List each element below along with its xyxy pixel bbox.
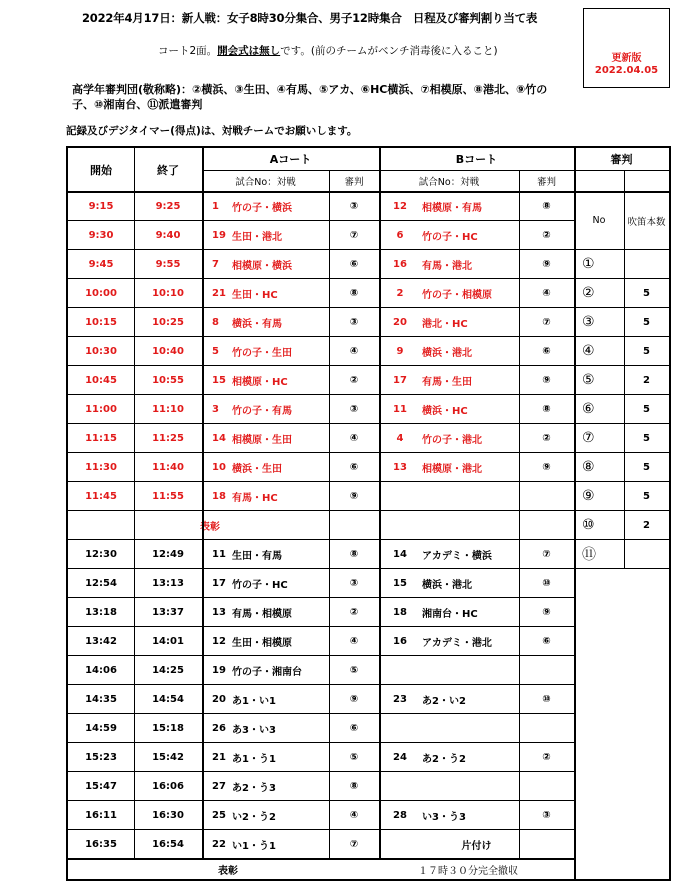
referee-number: ⑩ — [582, 517, 595, 533]
court-b-match-no: 23 — [393, 693, 407, 705]
court-b-matchup: 横浜・HC — [422, 405, 468, 417]
court-b-match-no — [382, 511, 418, 539]
schedule-table — [66, 146, 671, 881]
court-b-match-no: 16 — [393, 635, 407, 647]
court-a-matchup: あ3・い3 — [232, 724, 276, 736]
court-b-matchup: 横浜・港北 — [422, 579, 472, 591]
court-a-referee: ⑥ — [349, 258, 359, 270]
end-time: 9:25 — [155, 200, 181, 212]
court-a-matchup: 相模原・HC — [232, 376, 288, 388]
court-a-match-no: 5 — [212, 345, 219, 357]
court-b-referee — [519, 511, 574, 539]
header-row — [68, 148, 669, 177]
court-b-matchup: あ2・い2 — [422, 695, 466, 707]
court-b-match-header: 試合No：対戦 — [418, 176, 480, 188]
court-a-matchup: 竹の子・有馬 — [232, 405, 292, 417]
start-time: 16:35 — [85, 838, 117, 850]
start-time: 10:45 — [85, 374, 117, 386]
court-b-ref-header: 審判 — [536, 176, 556, 188]
court-a-matchup: あ2・う3 — [232, 782, 276, 794]
court-b-referee: ⑦ — [542, 316, 551, 328]
document-title: 2022年4月17日：新人戦：女子8時30分集合、男子12時集合 日程及び審判割り当て表 — [82, 11, 538, 25]
court-b-match-no: 2 — [396, 287, 404, 299]
whistle-count — [624, 250, 669, 278]
footer-divider — [68, 859, 574, 860]
end-time — [134, 511, 202, 539]
start-time: 9:15 — [88, 200, 114, 212]
court-b-match-no: 14 — [393, 548, 407, 560]
court-b-match-no — [382, 772, 418, 800]
court-a-referee — [329, 511, 379, 539]
end-time: 13:13 — [152, 577, 184, 589]
end-time: 14:01 — [152, 635, 184, 647]
court-a-match-no: 3 — [212, 403, 219, 415]
end-time: 11:40 — [152, 461, 184, 473]
court-a-match-no: 18 — [212, 490, 226, 502]
referee-blank-area — [574, 569, 669, 859]
court-a-matchup: 相模原・横浜 — [232, 260, 292, 272]
note-prefix: コート2面。 — [158, 45, 218, 57]
referee-number: ③ — [582, 314, 595, 330]
referee-number: ⑥ — [582, 401, 595, 417]
court-a-match-no: 13 — [212, 606, 226, 618]
court-a-referee: ⑤ — [349, 751, 359, 763]
court-b-match-no: 13 — [393, 461, 407, 473]
court-a-match-no: 20 — [212, 693, 226, 705]
referee-header-line — [574, 170, 669, 171]
start-time: 10:15 — [85, 316, 117, 328]
start-time: 10:00 — [85, 287, 117, 299]
court-b-match-no: 15 — [393, 577, 407, 589]
court-a-matchup: あ1・い1 — [232, 695, 276, 707]
court-b-referee: ⑩ — [542, 693, 551, 705]
court-b-matchup: 竹の子・相模原 — [422, 289, 492, 301]
referee-subheader — [574, 192, 669, 250]
court-b-matchup: い3・う3 — [422, 811, 466, 823]
court-a-match-no: 8 — [212, 316, 219, 328]
court-b-matchup: 横浜・港北 — [422, 347, 472, 359]
referee-number: ⑪ — [582, 547, 596, 563]
end-time: 14:54 — [152, 693, 184, 705]
divider — [134, 148, 135, 859]
court-b-referee: ⑥ — [542, 635, 551, 647]
court-a-referee: ③ — [349, 200, 359, 212]
court-b-referee — [519, 772, 574, 800]
court-a-referee: ⑧ — [349, 548, 359, 560]
court-a-matchup: 有馬・相模原 — [232, 608, 292, 620]
referee-count-row — [574, 308, 669, 337]
end-time: 11:55 — [152, 490, 184, 502]
court-a-matchup: 竹の子・生田 — [232, 347, 292, 359]
court-a-matchup: い2・う2 — [232, 811, 276, 823]
court-b-referee: ② — [542, 432, 551, 444]
end-time: 16:06 — [152, 780, 184, 792]
update-stamp — [583, 8, 670, 88]
court-a-match-no: 1 — [212, 200, 219, 212]
referee-team-list: 高学年審判団(敬称略)：②横浜、③生田、④有馬、⑤アカ、⑥HC横浜、⑦相模原、⑧港北、⑨竹の子、⑩湘南台、⑪派遣審判 — [72, 83, 548, 111]
referee-number: ② — [582, 285, 595, 301]
referee-number: ⑨ — [582, 488, 595, 504]
court-a-referee: ⑧ — [349, 780, 359, 792]
court-a-matchup: 生田・有馬 — [232, 550, 282, 562]
referee-count-row — [574, 511, 669, 540]
court-b-referee: ⑥ — [542, 345, 551, 357]
end-time: 9:55 — [155, 258, 181, 270]
court-b-referee: ⑨ — [542, 374, 551, 386]
court-a-referee: ② — [349, 374, 359, 386]
court-a-referee: ⑦ — [349, 229, 359, 241]
court-b-matchup: 港北・HC — [422, 318, 468, 330]
referee-count-row — [574, 366, 669, 395]
court-a-match-no: 25 — [212, 809, 226, 821]
court-b-matchup: 湘南台・HC — [422, 608, 478, 620]
start-time: 15:47 — [85, 780, 117, 792]
court-a-match-no: 21 — [212, 751, 226, 763]
court-b-match-no: 6 — [396, 229, 404, 241]
court-b-referee: ⑩ — [542, 577, 551, 589]
court-a-referee: ⑨ — [349, 490, 359, 502]
court-a-matchup: い1・う1 — [232, 840, 276, 852]
end-time: 16:54 — [152, 838, 184, 850]
whistle-count: 2 — [643, 374, 650, 386]
court-b-referee: ⑨ — [542, 461, 551, 473]
whistle-count-header: 吹笛本数 — [627, 216, 666, 228]
court-b-referee — [519, 482, 574, 510]
court-a-matchup: 相模原・生田 — [232, 434, 292, 446]
referee-number: ⑤ — [582, 372, 595, 388]
court-a-match-no: 22 — [212, 838, 226, 850]
court-a-ref-header: 審判 — [344, 176, 364, 188]
court-b-matchup — [422, 772, 519, 800]
court-b-referee: ④ — [542, 287, 551, 299]
court-a-match-header: 試合No：対戦 — [235, 176, 296, 188]
court-b-header: Bコート — [455, 153, 498, 166]
court-a-referee: ⑨ — [349, 693, 359, 705]
whistle-count — [624, 540, 669, 568]
referee-count-row — [574, 395, 669, 424]
start-time: 14:35 — [85, 693, 117, 705]
referee-number: ① — [582, 256, 595, 272]
court-a-referee: ② — [349, 606, 359, 618]
court-a-match-no: 12 — [212, 635, 226, 647]
start-time: 9:45 — [88, 258, 114, 270]
court-b-match-no: 24 — [393, 751, 407, 763]
divider — [202, 148, 204, 859]
start-time: 12:54 — [85, 577, 117, 589]
court-b-referee: ⑨ — [542, 258, 551, 270]
court-b-referee — [519, 714, 574, 742]
court-a-match-no: 26 — [212, 722, 226, 734]
court-b-matchup: 竹の子・港北 — [422, 434, 482, 446]
referee-no-header: No — [592, 215, 606, 226]
court-b-match-no: 16 — [393, 258, 407, 270]
court-b-referee — [519, 830, 574, 858]
court-b-referee: ⑧ — [542, 200, 551, 212]
court-a-referee: ⑧ — [349, 287, 359, 299]
footer-closing: １７時３０分完全撤収 — [418, 865, 518, 877]
court-b-matchup: アカデミ・港北 — [422, 637, 492, 649]
header-bottom-line — [68, 191, 669, 193]
court-b-matchup: アカデミ・横浜 — [422, 550, 492, 562]
court-b-match-no: 17 — [393, 374, 407, 386]
court-b-match-no: 28 — [393, 809, 407, 821]
court-a-header: Aコート — [269, 153, 312, 166]
court-a-referee: ⑦ — [349, 838, 359, 850]
referee-number: ④ — [582, 343, 595, 359]
court-note — [158, 43, 498, 58]
court-a-match-no: 7 — [212, 258, 219, 270]
court-b-match-no: 18 — [393, 606, 407, 618]
court-a-referee: ④ — [349, 635, 359, 647]
court-b-match-no — [382, 656, 418, 684]
start-time: 13:42 — [85, 635, 117, 647]
court-a-match-no: 19 — [212, 664, 226, 676]
note-emphasis: 開会式は無し — [217, 45, 281, 57]
whistle-count: 5 — [643, 316, 650, 328]
record-note: 記録及びデジタイマー(得点)は、対戦チームでお願いします。 — [66, 125, 358, 137]
divider — [379, 148, 381, 859]
divider — [574, 148, 576, 879]
whistle-count: 2 — [643, 519, 650, 531]
court-b-matchup: 相模原・有馬 — [422, 202, 482, 214]
court-b-referee: ③ — [542, 809, 551, 821]
footer-award: 表彰 — [218, 865, 238, 877]
col-end-header: 終了 — [157, 163, 179, 177]
court-b-match-no: 11 — [393, 403, 407, 415]
court-b-match-no: 20 — [393, 316, 407, 328]
start-time: 15:23 — [85, 751, 117, 763]
start-time: 10:30 — [85, 345, 117, 357]
col-start-header: 開始 — [90, 163, 112, 177]
whistle-count: 5 — [643, 461, 650, 473]
update-label: 更新版 — [611, 53, 642, 64]
court-a-match-no: 11 — [212, 548, 226, 560]
referee-count-row — [574, 250, 669, 279]
whistle-count: 5 — [643, 490, 650, 502]
subheader-row — [68, 170, 669, 192]
court-a-matchup: 竹の子・HC — [232, 579, 288, 591]
court-a-referee: ④ — [349, 432, 359, 444]
referee-header: 審判 — [610, 153, 633, 166]
referee-count-row — [574, 337, 669, 366]
court-b-matchup: 相模原・港北 — [422, 463, 482, 475]
court-a-referee: ③ — [349, 577, 359, 589]
court-b-match-no: 12 — [393, 200, 407, 212]
court-b-matchup: 竹の子・HC — [422, 231, 478, 243]
end-time: 16:30 — [152, 809, 184, 821]
start-time: 12:30 — [85, 548, 117, 560]
referee-number: ⑦ — [582, 430, 595, 446]
divider — [329, 170, 330, 859]
update-date: 2022.04.05 — [594, 65, 659, 76]
court-b-matchup: 有馬・生田 — [422, 376, 472, 388]
court-a-referee: ③ — [349, 403, 359, 415]
court-b-referee — [519, 656, 574, 684]
court-a-referee: ③ — [349, 316, 359, 328]
end-time: 10:10 — [152, 287, 184, 299]
court-a-matchup: 竹の子・湘南台 — [232, 666, 302, 678]
court-a-match-no: 17 — [212, 577, 226, 589]
court-b-referee: ⑦ — [542, 548, 551, 560]
court-a-matchup: 表彰 — [200, 521, 220, 533]
end-time: 14:25 — [152, 664, 184, 676]
court-b-match-no — [382, 714, 418, 742]
end-time: 10:40 — [152, 345, 184, 357]
court-b-matchup — [422, 482, 519, 510]
divider — [519, 170, 520, 859]
court-b-matchup — [422, 656, 519, 684]
whistle-count: 5 — [643, 403, 650, 415]
whistle-count: 5 — [643, 345, 650, 357]
court-b-match-no: 9 — [396, 345, 404, 357]
whistle-count: 5 — [643, 287, 650, 299]
start-time: 14:59 — [85, 722, 117, 734]
court-a-match-no: 19 — [212, 229, 226, 241]
court-b-matchup: あ2・う2 — [422, 753, 466, 765]
court-a-matchup: 生田・HC — [232, 289, 278, 301]
court-a-match-no: 21 — [212, 287, 226, 299]
court-a-referee: ④ — [349, 809, 359, 821]
court-a-referee: ⑥ — [349, 722, 359, 734]
court-a-matchup: 横浜・有馬 — [232, 318, 282, 330]
court-a-match-no: 14 — [212, 432, 226, 444]
end-time: 12:49 — [152, 548, 184, 560]
court-a-matchup: 竹の子・横浜 — [232, 202, 292, 214]
court-b-referee: ② — [542, 751, 551, 763]
footer-row — [68, 859, 669, 879]
end-time: 13:37 — [152, 606, 184, 618]
start-time: 11:45 — [85, 490, 117, 502]
court-b-match-no — [382, 482, 418, 510]
court-a-referee: ④ — [349, 345, 359, 357]
start-time: 11:30 — [85, 461, 117, 473]
end-time: 10:25 — [152, 316, 184, 328]
court-a-matchup: 有馬・HC — [232, 492, 278, 504]
referee-count-row — [574, 482, 669, 511]
referee-count-row — [574, 424, 669, 453]
end-time: 9:40 — [155, 229, 181, 241]
court-a-match-no: 10 — [212, 461, 226, 473]
start-time: 9:30 — [88, 229, 114, 241]
end-time: 11:10 — [152, 403, 184, 415]
court-b-matchup: 片付け — [461, 840, 492, 852]
end-time: 15:42 — [152, 751, 184, 763]
court-a-matchup: 生田・相模原 — [232, 637, 292, 649]
note-suffix: です。(前のチームがベンチ消毒後に入ること) — [280, 45, 498, 57]
start-time — [68, 511, 134, 539]
court-a-match-no: 15 — [212, 374, 226, 386]
referee-count-row — [574, 453, 669, 482]
court-a-referee: ⑤ — [349, 664, 359, 676]
referee-count-row — [574, 540, 669, 569]
court-a-matchup: あ1・う1 — [232, 753, 276, 765]
end-time: 10:55 — [152, 374, 184, 386]
start-time: 13:18 — [85, 606, 117, 618]
court-b-referee: ⑨ — [542, 606, 551, 618]
court-b-match-no: 4 — [396, 432, 404, 444]
court-b-referee: ② — [542, 229, 551, 241]
court-a-match-no: 27 — [212, 780, 226, 792]
referee-count-row — [574, 279, 669, 308]
start-time: 16:11 — [85, 809, 117, 821]
divider — [624, 170, 625, 569]
referee-number: ⑧ — [582, 459, 595, 475]
start-time: 11:15 — [85, 432, 117, 444]
court-b-matchup — [422, 714, 519, 742]
court-b-referee: ⑧ — [542, 403, 551, 415]
whistle-count: 5 — [643, 432, 650, 444]
end-time: 11:25 — [152, 432, 184, 444]
court-a-matchup: 横浜・生田 — [232, 463, 282, 475]
court-b-matchup: 有馬・港北 — [422, 260, 472, 272]
end-time: 15:18 — [152, 722, 184, 734]
court-b-matchup — [422, 511, 519, 539]
start-time: 11:00 — [85, 403, 117, 415]
court-a-referee: ⑥ — [349, 461, 359, 473]
court-a-matchup: 生田・港北 — [232, 231, 282, 243]
start-time: 14:06 — [85, 664, 117, 676]
